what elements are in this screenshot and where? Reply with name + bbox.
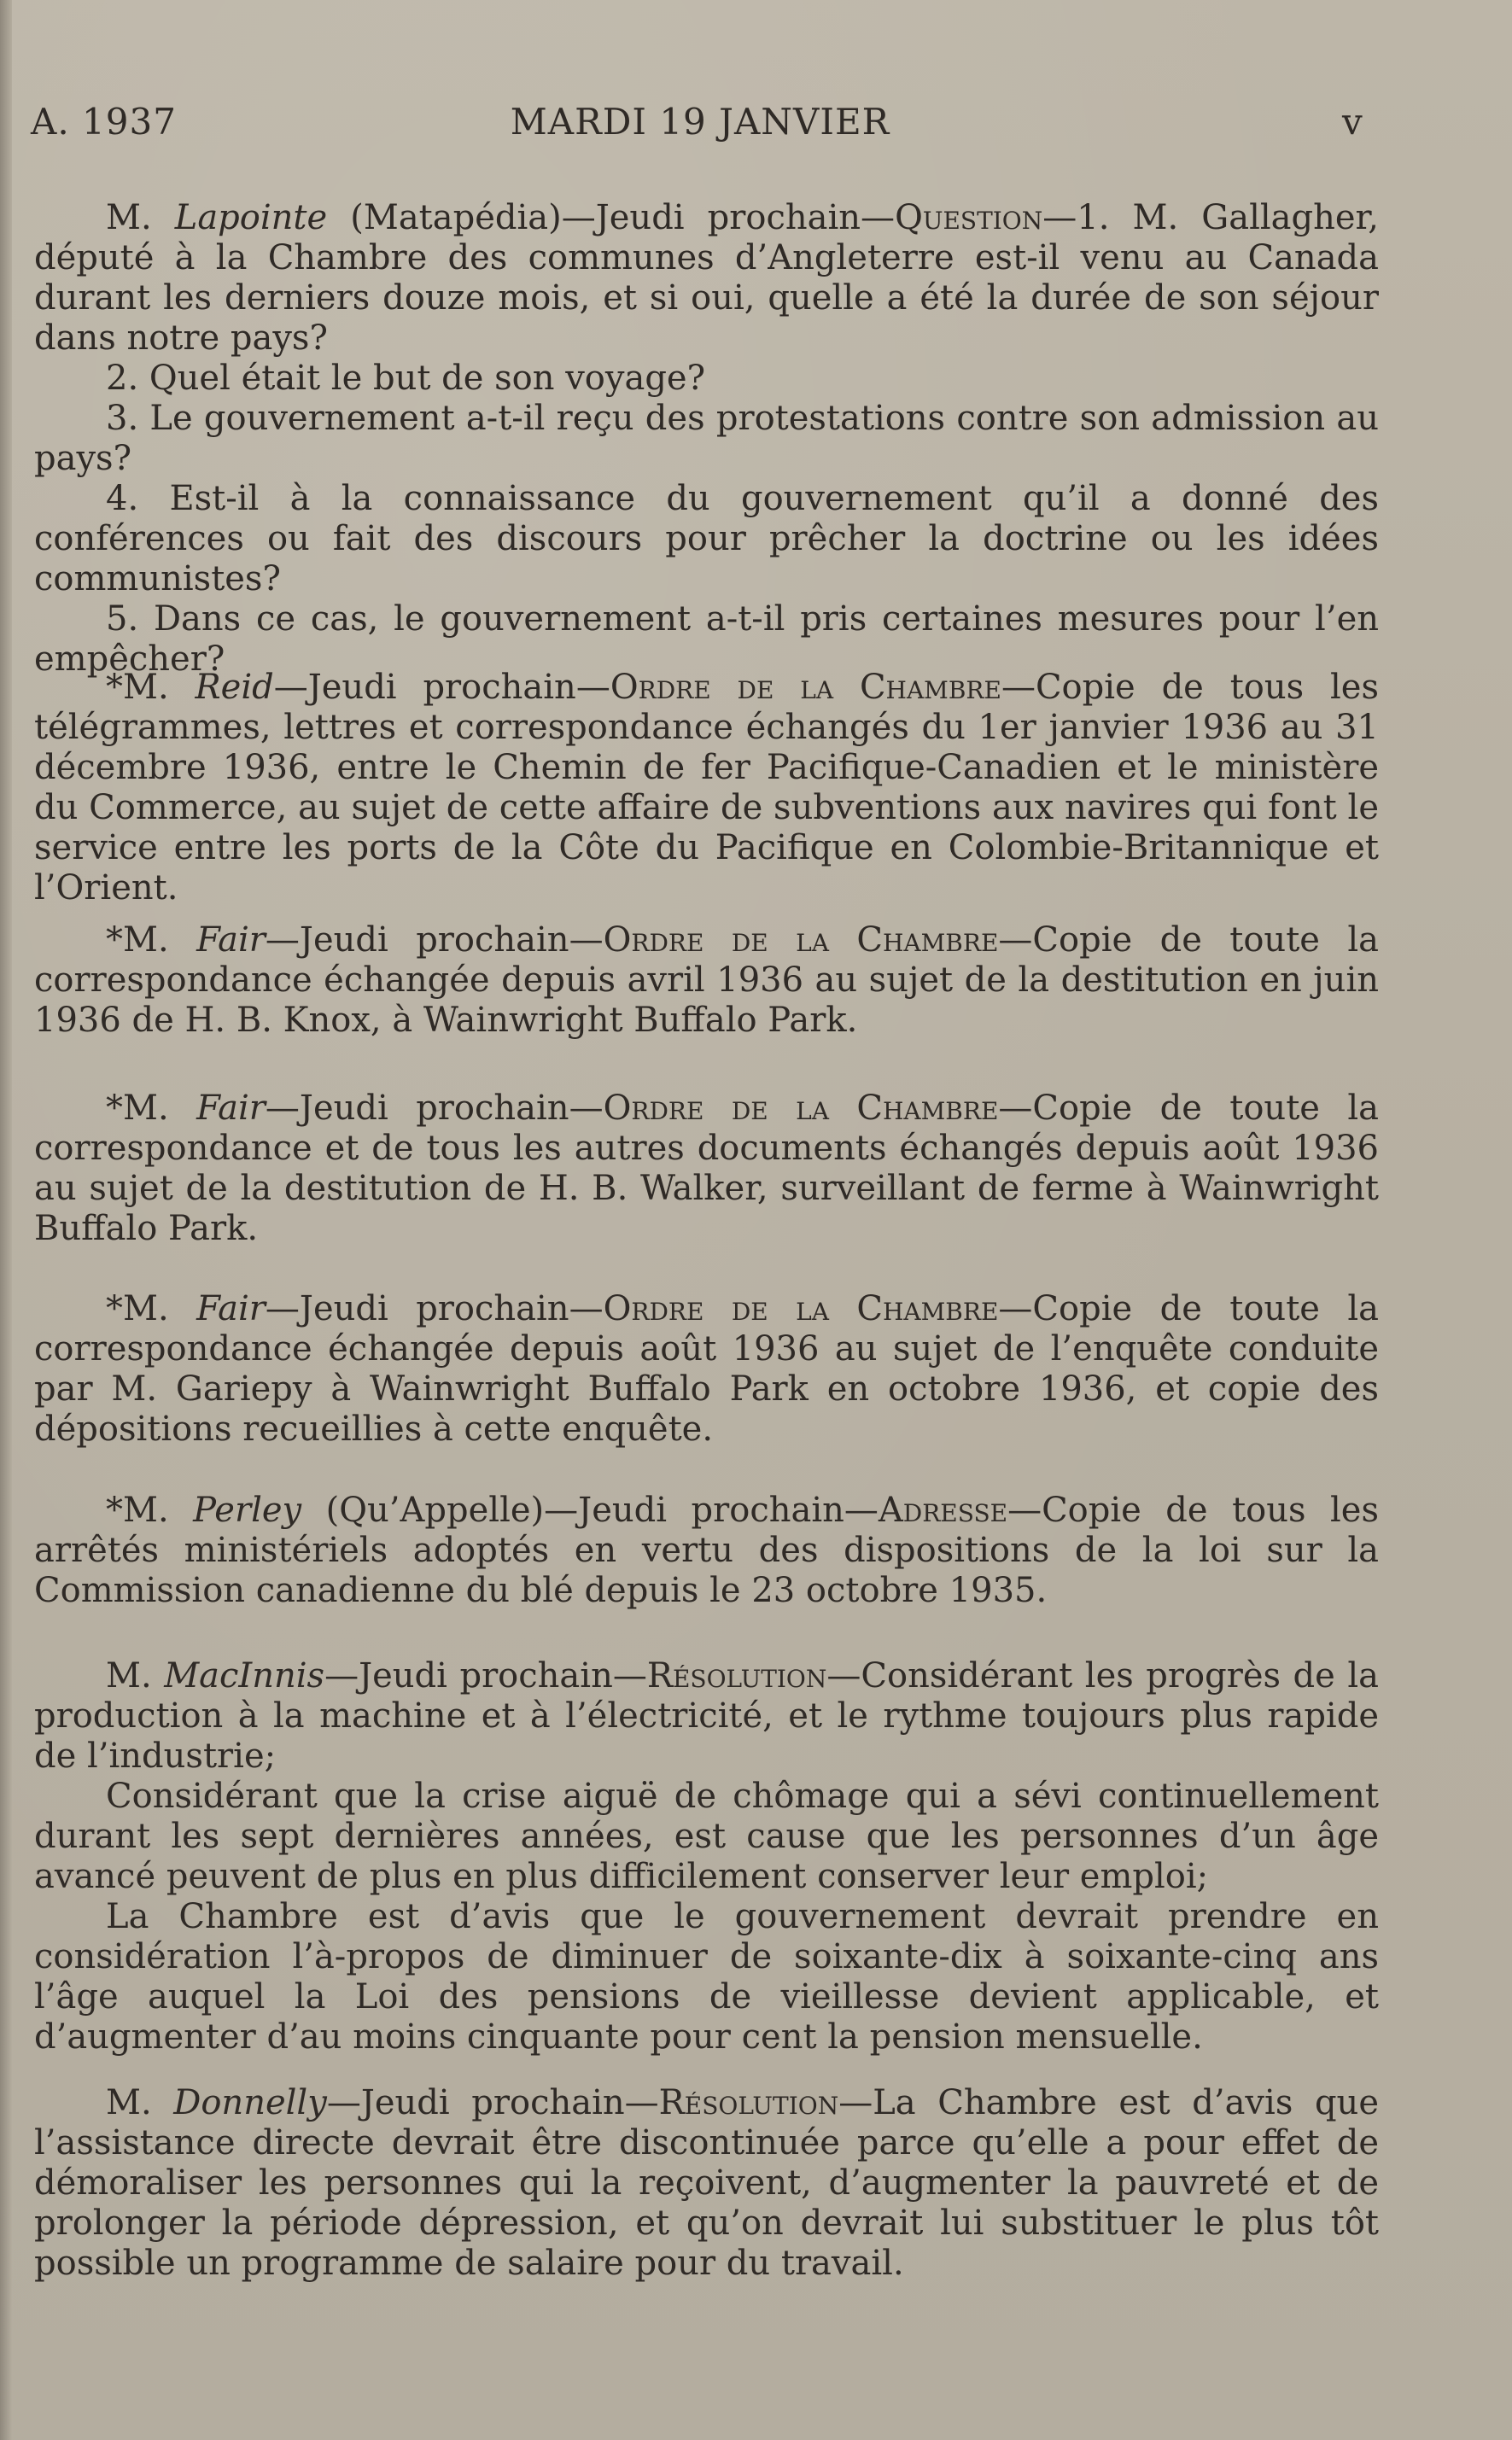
- member-prefix: M.: [106, 1656, 165, 1696]
- notice-entry: [34, 1491, 1379, 1611]
- entry-paragraph: [34, 668, 1379, 908]
- member-name: Reid: [195, 668, 274, 707]
- member-prefix: M.: [106, 198, 175, 237]
- entry-text: —1. M. Gallagher, député à la Chambre des communes d’Angleterre est-il venu au Canada durant les derniers douze mois, et si oui, quelle a été la durée de son séjour dans notre pays?: [34, 198, 1379, 358]
- member-prefix: *M.: [106, 920, 197, 960]
- entry-paragraph: [34, 198, 1379, 359]
- entry-kind: Adresse: [878, 1491, 1008, 1530]
- header-date: MARDI 19 JANVIER: [510, 101, 890, 143]
- notice-entry: [34, 198, 1379, 680]
- page-header: [0, 101, 1512, 152]
- entry-paragraph: [34, 1089, 1379, 1249]
- member-name: Fair: [196, 1289, 266, 1328]
- member-name: MacInnis: [164, 1656, 325, 1696]
- member-name: Donnelly: [173, 2083, 327, 2122]
- entry-paragraph: [34, 2083, 1379, 2284]
- notice-entry: [34, 920, 1379, 1041]
- entry-kind: Ordre de la Chambre: [603, 920, 999, 960]
- member-prefix: *M.: [106, 1089, 197, 1128]
- member-name: Fair: [196, 1089, 266, 1128]
- entry-kind: Ordre de la Chambre: [610, 668, 1001, 707]
- member-prefix: *M.: [106, 1491, 194, 1530]
- entry-text: —Copie de toute la correspondance échangée depuis août 1936 au sujet de l’enquête conduite par M. Gariepy à Wainwright Buffalo Park en octobre 1936, et copie des dépositions recueillies à cette enquête.: [34, 1289, 1379, 1449]
- entry-paragraph: 5. Dans ce cas, le gouvernement a-t-il pris certaines mesures pour l’en empêcher?: [34, 599, 1379, 679]
- entry-opener: —Jeudi prochain—: [326, 2083, 659, 2122]
- member-prefix: *M.: [106, 1289, 197, 1328]
- member-prefix: M.: [106, 2083, 174, 2122]
- member-prefix: *M.: [106, 668, 196, 707]
- entry-paragraph: [34, 1289, 1379, 1450]
- member-name: Fair: [196, 920, 266, 960]
- entry-text: —Copie de toute la correspondance échangée depuis avril 1936 au sujet de la destitution en juin 1936 de H. B. Knox, à Wainwright Buffalo Park.: [34, 920, 1379, 1040]
- notice-entry: [34, 2083, 1379, 2284]
- entry-kind: Résolution: [658, 2083, 839, 2122]
- entry-paragraph: [34, 1491, 1379, 1611]
- entry-paragraph: 4. Est-il à la connaissance du gouvernement qu’il a donné des conférences ou fait des discours pour prêcher la doctrine ou les idées communistes?: [34, 479, 1379, 598]
- notice-entry: [34, 668, 1379, 908]
- binding-edge: [0, 0, 12, 2440]
- entry-kind: Ordre de la Chambre: [603, 1089, 999, 1128]
- entry-kind: Résolution: [646, 1656, 827, 1696]
- entry-text: —Copie de toute la correspondance et de tous les autres documents échangés depuis août 1936 au sujet de la destitution de H. B. Walker, surveillant de ferme à Wainwright Buffalo Park.: [34, 1089, 1379, 1248]
- entry-kind: Ordre de la Chambre: [603, 1289, 999, 1328]
- notice-entry: [34, 1289, 1379, 1450]
- entry-paragraph: [34, 920, 1379, 1041]
- entry-paragraph: 3. Le gouvernement a-t-il reçu des protestations contre son admission au pays?: [34, 399, 1379, 478]
- entry-kind: Question: [895, 198, 1043, 237]
- entry-opener: —Jeudi prochain—: [265, 1289, 604, 1328]
- notice-entry: [34, 1089, 1379, 1249]
- notice-entry: [34, 1656, 1379, 2058]
- entry-paragraph: 2. Quel était le but de son voyage?: [106, 359, 706, 398]
- entry-opener: (Qu’Appelle)—Jeudi prochain—: [301, 1491, 879, 1530]
- entry-text: —Copie de tous les arrêtés ministériels adoptés en vertu des dispositions de la loi sur la Commission canadienne du blé depuis le 23 octobre 1935.: [34, 1491, 1379, 1610]
- entry-paragraph: Considérant que la crise aiguë de chômage qui a sévi continuellement durant les sept dernières années, est cause que les personnes d’un âge avancé peuvent de plus en plus difficilement conserver leur emploi;: [34, 1777, 1379, 1896]
- entry-text: —La Chambre est d’avis que l’assistance directe devrait être discontinuée parce qu’elle a pour effet de démoraliser les personnes qui la reçoivent, d’augmenter la pauvreté et de prolonger la période dépression, et qu’on devrait lui substituer le plus tôt possible un programme de salaire pour du travail.: [34, 2083, 1379, 2283]
- entry-text: —Considérant les progrès de la production à la machine et à l’électricité, et le rythme toujours plus rapide de l’industrie;: [34, 1656, 1379, 1776]
- header-page-number: v: [1342, 101, 1363, 143]
- entry-paragraph: [34, 1656, 1379, 1777]
- header-session: A. 1937: [31, 101, 177, 143]
- member-name: Perley: [193, 1491, 302, 1530]
- entry-opener: —Jeudi prochain—: [324, 1656, 647, 1696]
- entry-paragraph: La Chambre est d’avis que le gouvernement devrait prendre en considération l’à-propos de diminuer de soixante-dix à soixante-cinq ans l’âge auquel la Loi des pensions de vieillesse devient applicable, et d’augmenter d’au moins cinquante pour cent la pension mensuelle.: [34, 1897, 1379, 2057]
- member-name: Lapointe: [174, 198, 328, 237]
- entry-opener: —Jeudi prochain—: [265, 920, 604, 960]
- entry-opener: —Jeudi prochain—: [265, 1089, 604, 1128]
- entry-opener: —Jeudi prochain—: [273, 668, 610, 707]
- entry-opener: (Matapédia)—Jeudi prochain—: [327, 198, 896, 237]
- entry-text: —Copie de tous les télégrammes, lettres et correspondance échangés du 1er janvier 1936 au 31 décembre 1936, entre le Chemin de fer Pacifique-Canadien et le ministère du Commerce, au sujet de cette affaire de subventions aux navires qui font le service entre les ports de la Côte du Pacifique en Colombie-Britannique et l’Orient.: [34, 668, 1379, 908]
